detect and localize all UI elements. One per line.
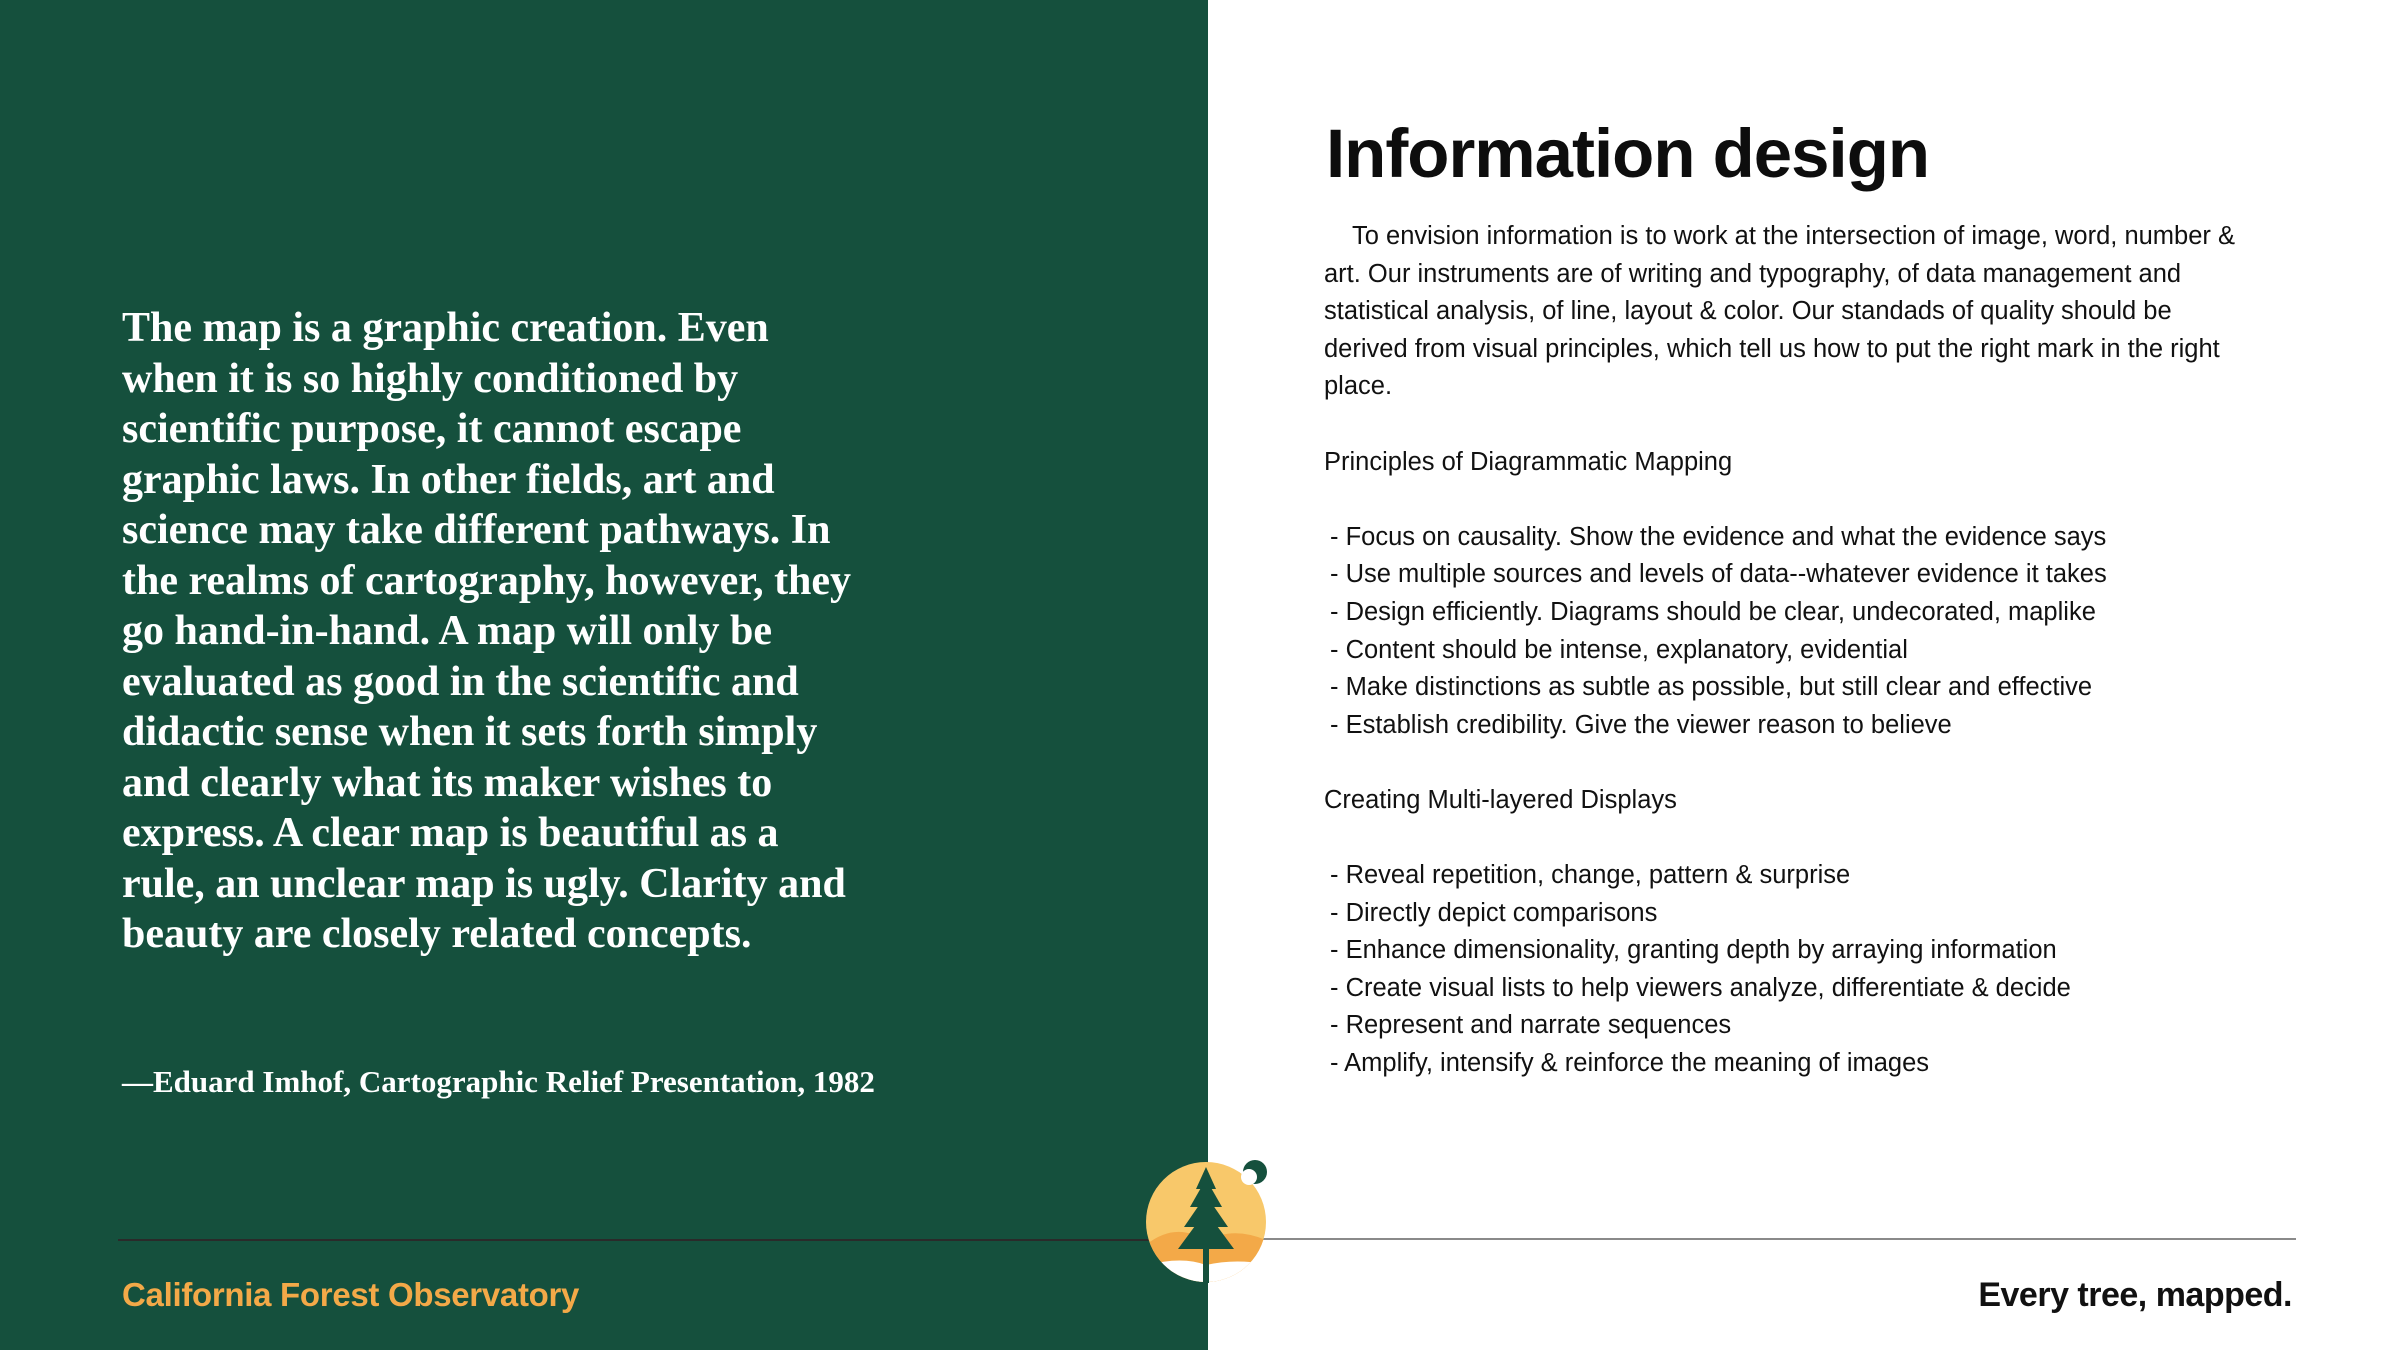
tree-logo-icon	[1140, 1155, 1280, 1285]
list-item: - Amplify, intensify & reinforce the meaning of images	[1330, 1049, 1930, 1078]
list-item: - Establish credibility. Give the viewer reason to believe	[1330, 710, 1952, 739]
section-heading: Creating Multi-layered Displays	[1324, 785, 1677, 814]
tagline: Every tree, mapped.	[1978, 1276, 2292, 1314]
list-item: - Design efficiently. Diagrams should be clear, undecorated, maplike	[1330, 597, 2096, 626]
quote-attribution: —Eduard Imhof, Cartographic Relief Presentation, 1982	[122, 1064, 875, 1099]
list-item: - Make distinctions as subtle as possible, but still clear and effective	[1330, 673, 2093, 702]
list-item: - Represent and narrate sequences	[1330, 1011, 1732, 1040]
footer-divider-left	[118, 1239, 1208, 1241]
displays-list	[1324, 857, 2244, 1083]
principles-section	[1324, 444, 2244, 745]
footer-divider-right	[1208, 1238, 2296, 1240]
imhof-quote: The map is a graphic creation. Even when it is so highly conditioned by scientific purpose, it cannot escape graphic laws. In other fields, art and science may take different pathways. In the realms of cartography, however, they go hand-in-hand. A map will only be evaluated as good in the scientific and didactic sense when it sets forth simply and clearly what its maker wishes to express. A clear map is beautiful as a rule, an unclear map is ugly. Clarity and beauty are closely related concepts.	[122, 305, 852, 957]
list-item: - Use multiple sources and levels of data--whatever evidence it takes	[1330, 560, 2107, 589]
list-item: - Enhance dimensionality, granting depth by arraying information	[1330, 936, 2057, 965]
page-title: Information design	[1326, 115, 1929, 192]
list-item: - Focus on causality. Show the evidence and what the evidence says	[1330, 522, 2107, 551]
ground-shape	[1140, 1260, 1280, 1285]
moon-crescent	[1241, 1169, 1257, 1185]
content-body	[1324, 218, 2244, 1083]
displays-section	[1324, 782, 2244, 1083]
list-item: - Content should be intense, explanatory, evidential	[1330, 635, 1908, 664]
list-item: - Directly depict comparisons	[1330, 898, 1658, 927]
list-item: - Reveal repetition, change, pattern & surprise	[1330, 861, 1851, 890]
principles-list	[1324, 519, 2244, 745]
section-heading: Principles of Diagrammatic Mapping	[1324, 447, 1733, 476]
brand-name: California Forest Observatory	[122, 1276, 580, 1313]
intro-paragraph: To envision information is to work at the intersection of image, word, number & art. Our instruments are of writing and typography, of data management and statistical analysis, of line, layout & color. Our standads of quality should be derived from visual principles, which tell us how to put the right mark in the right place.	[1324, 222, 2235, 401]
list-item: - Create visual lists to help viewers analyze, differentiate & decide	[1330, 973, 2071, 1002]
